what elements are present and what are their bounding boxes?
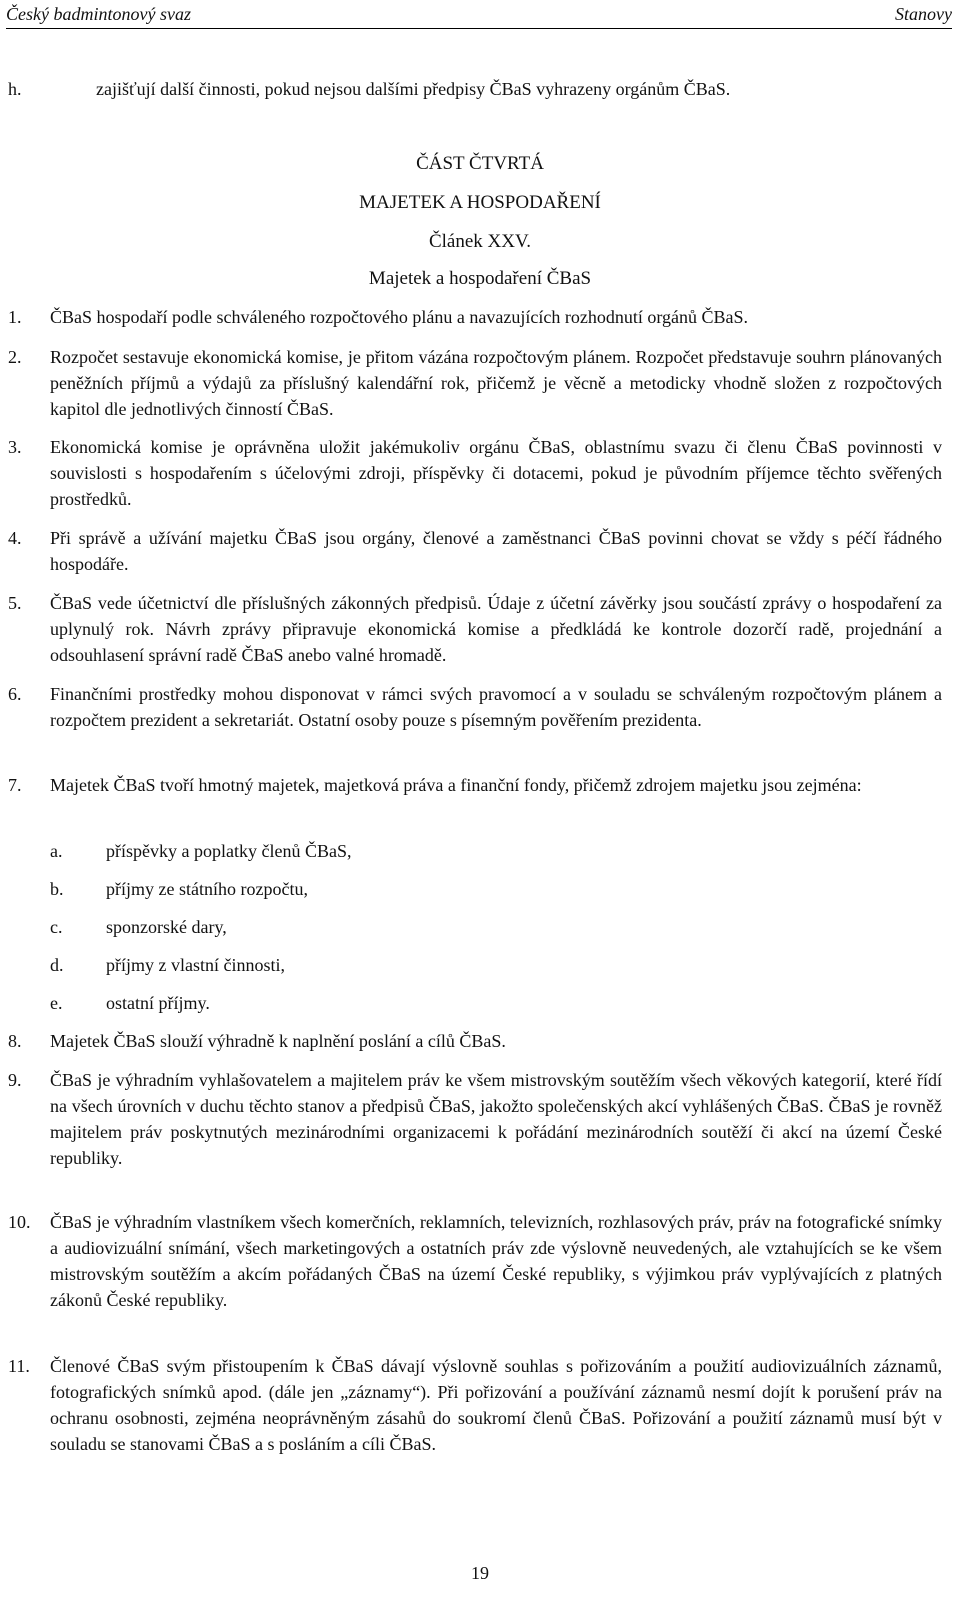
sub-item-letter: b. (50, 879, 64, 899)
sub-item-text: ostatní příjmy. (106, 993, 210, 1013)
item-number: 11. (8, 1356, 30, 1376)
sub-item-letter: a. (50, 841, 63, 861)
item-text: ČBaS vede účetnictví dle příslušných zákonných předpisů. Údaje z účetní závěrky jsou součástí zprávy o hospodaření za uplynulý rok. Návrh zprávy připravuje ekonomická komise a předkládá ke kontrole dozorčí radě, projednání a odsouhlasení správní radě ČBaS anebo valné hromadě. (50, 593, 942, 665)
sub-item-text: příspěvky a poplatky členů ČBaS, (106, 841, 352, 861)
item-text: Majetek ČBaS slouží výhradně k naplnění poslání a cílů ČBaS. (50, 1031, 506, 1051)
item-number: 4. (8, 528, 22, 548)
intro-text: zajišťují další činnosti, pokud nejsou dalšími předpisy ČBaS vyhrazeny orgánům ČBaS. (96, 79, 731, 99)
header-org-name: Český badmintonový svaz (6, 4, 191, 24)
page-header (6, 4, 952, 29)
intro-number: h. (8, 79, 22, 99)
item-text: Finančními prostředky mohou disponovat v rámci svých pravomocí a v souladu se schváleným rozpočtovým plánem a rozpočtem prezident a sekretariát. Ostatní osoby pouze s písemným pověřením prezidenta. (50, 684, 942, 730)
sub-item-text: příjmy ze státního rozpočtu, (106, 879, 308, 899)
sub-item-letter: d. (50, 955, 64, 975)
item-text: Ekonomická komise je oprávněna uložit jakémukoliv orgánu ČBaS, oblastnímu svazu či členu ČBaS povinnosti v souvislosti s hospodařením s účelovými zdroji, příspěvky či dotacemi, pokud je původním příjemce těchto svěřených prostředků. (50, 437, 942, 509)
item-number: 5. (8, 593, 22, 613)
item-text: ČBaS je výhradním vyhlašovatelem a majitelem práv ke všem mistrovským soutěžím všech věkových kategorií, které řídí na všech úrovních v duchu těchto stanov a předpisů ČBaS, jakožto společenských akcí vyhlášených ČBaS. ČBaS je rovněž majitelem práv poskytnutých mezinárodními organizacemi k pořádání mezinárodních soutěží či akcí na území České republiky. (50, 1070, 942, 1168)
item-number: 2. (8, 347, 22, 367)
item-text: Majetek ČBaS tvoří hmotný majetek, majetková práva a finanční fondy, přičemž zdrojem majetku jsou zejména: (50, 775, 862, 795)
sub-item-text: sponzorské dary, (106, 917, 227, 937)
item-text: Rozpočet sestavuje ekonomická komise, je přitom vázána rozpočtovým plánem. Rozpočet představuje souhrn plánovaných peněžních příjmů a výdajů za příslušný kalendářní rok, přičemž je věcně a metodicky vhodně složen z rozpočtových kapitol dle jednotlivých činností ČBaS. (50, 347, 942, 419)
article-title: Majetek a hospodaření ČBaS (368, 268, 592, 289)
item-number: 1. (8, 307, 22, 327)
item-text: Členové ČBaS svým přistoupením k ČBaS dávají výslovně souhlas s pořizováním a použití audiovizuálních záznamů, fotografických snímků apod. (dále jen „záznamy“). Při pořizování a používání záznamů nesmí dojít k porušení práv na ochranu osobnosti, zejména neoprávněným zásahů do soukromí členů ČBaS. Pořizování a použití záznamů musí být v souladu se stanovami ČBaS a s posláním a cíli ČBaS. (50, 1356, 942, 1454)
part-title: MAJETEK A HOSPODAŘENÍ (359, 192, 601, 213)
item-text: ČBaS hospodaří podle schváleného rozpočtového plánu a navazujících rozhodnutí orgánů ČBaS. (50, 307, 749, 327)
page-number: 19 (471, 1563, 489, 1583)
sub-item-letter: c. (50, 917, 63, 937)
item-number: 10. (8, 1212, 31, 1232)
header-doc-title: Stanovy (895, 4, 952, 24)
sub-item-letter: e. (50, 993, 63, 1013)
item-number: 3. (8, 437, 22, 457)
item-text: Při správě a užívání majetku ČBaS jsou orgány, členové a zaměstnanci ČBaS povinni chovat se vždy s péčí řádného hospodáře. (50, 528, 942, 574)
item-number: 8. (8, 1031, 22, 1051)
item-text: ČBaS je výhradním vlastníkem všech komerčních, reklamních, televizních, rozhlasových práv, práv na fotografické snímky a audiovizuální snímání, všech marketingových a ostatních práv zde výslovně neuvedených, ale vztahujících se ke všem mistrovským soutěžím a akcím pořádaných ČBaS na území České republiky, s výjimkou práv vyplývajících z platných zákonů České republiky. (50, 1212, 942, 1310)
article-heading: Článek XXV. (428, 231, 532, 252)
part-heading: ČÁST ČTVRTÁ (416, 153, 544, 174)
sub-item-text: příjmy z vlastní činnosti, (106, 955, 285, 975)
item-number: 6. (8, 684, 22, 704)
item-number: 7. (8, 775, 22, 795)
item-number: 9. (8, 1070, 22, 1090)
